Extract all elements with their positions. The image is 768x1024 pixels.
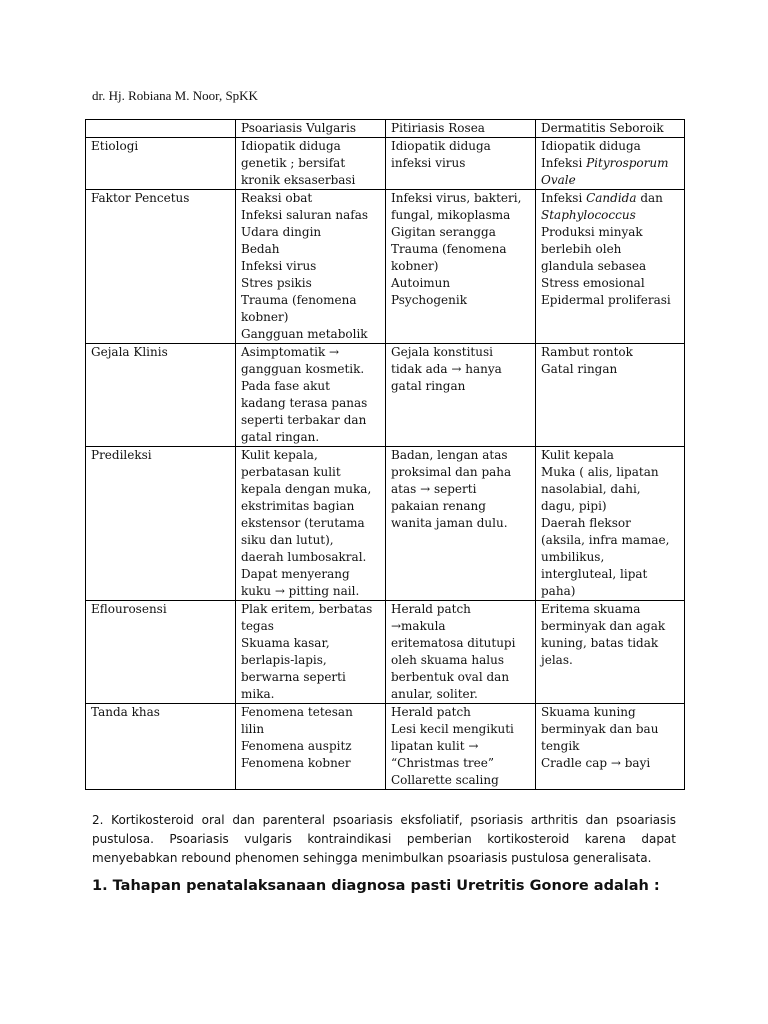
cell-line: Idiopatik diduga — [241, 139, 341, 153]
cell-line: Infeksi virus — [241, 259, 317, 273]
cell-line: Badan, lengan atas — [391, 448, 508, 462]
cell-line: siku dan lutut), — [241, 533, 334, 547]
cell-line: Autoimun — [391, 276, 451, 290]
cell-text-italic: Pityrosporum — [586, 156, 669, 170]
cell-line — [541, 155, 679, 172]
cell-text: dan — [636, 191, 663, 205]
cell-line: ekstrimitas bagian — [241, 499, 355, 513]
cell-line: tengik — [541, 739, 580, 753]
cell-line: Infeksi saluran nafas — [241, 208, 369, 222]
cell-line: berlapis-lapis, — [241, 653, 327, 667]
cell-line: Trauma (fenomena — [241, 293, 357, 307]
header-cell-empty — [86, 120, 236, 138]
cell-line: anular, soliter. — [391, 687, 478, 701]
cell-line: paha) — [541, 584, 576, 598]
cell-text-italic: Candida — [586, 191, 637, 205]
row-etiologi — [86, 138, 685, 190]
document-author: dr. Hj. Robiana M. Noor, SpKK — [92, 88, 258, 103]
cell-line: “Christmas tree” — [391, 756, 495, 770]
cell-line: Pada fase akut — [241, 379, 330, 393]
row-tanda-khas — [86, 704, 685, 790]
cell-psoariasis — [236, 344, 386, 447]
cell-line: lipatan kulit → — [391, 739, 479, 753]
cell-line: Gejala konstitusi — [391, 345, 493, 359]
cell-pitiriasis — [386, 190, 536, 344]
cell-line: Gatal ringan — [541, 362, 618, 376]
cell-line: Muka ( alis, lipatan — [541, 465, 659, 479]
cell-line — [541, 190, 679, 207]
comparison-table — [85, 119, 685, 790]
cell-line: Fenomena tetesan — [241, 705, 353, 719]
cell-dermatitis — [536, 138, 685, 190]
cell-line: seperti terbakar dan — [241, 413, 367, 427]
row-faktor-pencetus — [86, 190, 685, 344]
cell-line: Stres psikis — [241, 276, 312, 290]
cell-psoariasis — [236, 447, 386, 601]
cell-line: Infeksi virus, bakteri, — [391, 191, 522, 205]
cell-line: Stress emosional — [541, 276, 645, 290]
cell-line: gatal ringan — [391, 379, 466, 393]
cell-line: glandula sebasea — [541, 259, 647, 273]
cell-line: Asimptomatik → — [241, 345, 340, 359]
cell-line — [541, 172, 679, 189]
cell-line: kobner) — [241, 310, 289, 324]
cell-dermatitis — [536, 344, 685, 447]
cell-line: daerah lumbosakral. — [241, 550, 367, 564]
cell-text: Infeksi — [541, 156, 587, 170]
cell-line: proksimal dan paha — [391, 465, 512, 479]
cell-line: Epidermal proliferasi — [541, 293, 671, 307]
cell-line: dagu, pipi) — [541, 499, 607, 513]
row-label: Faktor Pencetus — [86, 190, 236, 344]
cell-pitiriasis — [386, 601, 536, 704]
cell-line: kuning, batas tidak — [541, 636, 659, 650]
cell-line: Kulit kepala — [541, 448, 614, 462]
cell-line: kepala dengan muka, — [241, 482, 372, 496]
cell-line: Idiopatik diduga — [541, 139, 641, 153]
cell-pitiriasis — [386, 138, 536, 190]
cell-line: mika. — [241, 687, 275, 701]
row-gejala-klinis — [86, 344, 685, 447]
row-label: Gejala Klinis — [86, 344, 236, 447]
cell-line: berbentuk oval dan — [391, 670, 510, 684]
cell-psoariasis — [236, 190, 386, 344]
cell-line: Fenomena auspitz — [241, 739, 352, 753]
cell-line: genetik ; bersifat — [241, 156, 346, 170]
cell-line: Kulit kepala, — [241, 448, 318, 462]
cell-line: intergluteal, lipat — [541, 567, 648, 581]
cell-pitiriasis — [386, 344, 536, 447]
row-label: Predileksi — [86, 447, 236, 601]
cell-line: infeksi virus — [391, 156, 466, 170]
cell-dermatitis — [536, 601, 685, 704]
cell-line: Eritema skuama — [541, 602, 641, 616]
cell-line: oleh skuama halus — [391, 653, 504, 667]
cell-line: gatal ringan. — [241, 430, 320, 444]
cell-text: Infeksi — [541, 191, 587, 205]
cell-psoariasis — [236, 601, 386, 704]
cell-line: Fenomena kobner — [241, 756, 351, 770]
cell-line: Herald patch — [391, 602, 471, 616]
cell-line: Skuama kasar, — [241, 636, 330, 650]
cell-line: atas → seperti — [391, 482, 477, 496]
cell-line: wanita jaman dulu. — [391, 516, 508, 530]
cell-line: →makula — [391, 619, 446, 633]
cell-line: berlebih oleh — [541, 242, 622, 256]
cell-line: Herald patch — [391, 705, 471, 719]
cell-line: kobner) — [391, 259, 439, 273]
cell-line: Lesi kecil mengikuti — [391, 722, 514, 736]
cell-line: tidak ada → hanya — [391, 362, 502, 376]
cell-line: Gigitan serangga — [391, 225, 496, 239]
cell-text-italic: Staphylococcus — [541, 208, 636, 222]
cell-line: Cradle cap → bayi — [541, 756, 651, 770]
cell-line: Psychogenik — [391, 293, 467, 307]
row-predileksi — [86, 447, 685, 601]
cell-line: Reaksi obat — [241, 191, 313, 205]
cell-line: berwarna seperti — [241, 670, 346, 684]
header-dermatitis-seboroik: Dermatitis Seboroik — [536, 120, 685, 138]
cell-line: eritematosa ditutupi — [391, 636, 516, 650]
cell-line: Collarette scaling — [391, 773, 499, 787]
cell-line: Produksi minyak — [541, 225, 643, 239]
table-header-row — [86, 120, 685, 138]
section-heading: 1. Tahapan penatalaksanaan diagnosa pasti Uretritis Gonore adalah : — [92, 878, 660, 894]
cell-line: jelas. — [541, 653, 573, 667]
cell-line: Udara dingin — [241, 225, 322, 239]
cell-line: Bedah — [241, 242, 280, 256]
row-label: Eflourosensi — [86, 601, 236, 704]
row-eflourosensi — [86, 601, 685, 704]
row-label: Tanda khas — [86, 704, 236, 790]
cell-pitiriasis — [386, 447, 536, 601]
row-label: Etiologi — [86, 138, 236, 190]
cell-line: lilin — [241, 722, 265, 736]
cell-pitiriasis — [386, 704, 536, 790]
cell-line: Idiopatik diduga — [391, 139, 491, 153]
cell-line: Dapat menyerang — [241, 567, 350, 581]
cell-line: (aksila, infra mamae, — [541, 533, 670, 547]
cell-line: kuku → pitting nail. — [241, 584, 360, 598]
cell-psoariasis — [236, 138, 386, 190]
cell-line: Rambut rontok — [541, 345, 633, 359]
cell-line: Gangguan metabolik — [241, 327, 368, 341]
cell-line: tegas — [241, 619, 274, 633]
cell-line: kronik eksaserbasi — [241, 173, 356, 187]
cell-line: Trauma (fenomena — [391, 242, 507, 256]
cell-line: Skuama kuning — [541, 705, 636, 719]
cell-line: perbatasan kulit — [241, 465, 341, 479]
header-psoariasis-vulgaris: Psoariasis Vulgaris — [236, 120, 386, 138]
cell-line: kadang terasa panas — [241, 396, 368, 410]
cell-line: Daerah fleksor — [541, 516, 631, 530]
cell-line: pakaian renang — [391, 499, 486, 513]
cell-line: umbilikus, — [541, 550, 605, 564]
cell-dermatitis — [536, 190, 685, 344]
cell-line: Plak eritem, berbatas — [241, 602, 373, 616]
cell-line — [541, 207, 679, 224]
cell-psoariasis — [236, 704, 386, 790]
cell-line: gangguan kosmetik. — [241, 362, 365, 376]
cell-dermatitis — [536, 704, 685, 790]
cell-line: nasolabial, dahi, — [541, 482, 641, 496]
cell-line: fungal, mikoplasma — [391, 208, 511, 222]
cell-dermatitis — [536, 447, 685, 601]
header-pitiriasis-rosea: Pitiriasis Rosea — [386, 120, 536, 138]
cell-line: berminyak dan bau — [541, 722, 659, 736]
paragraph-corticosteroid: 2. Kortikosteroid oral dan parenteral psoariasis eksfoliatif, psoriasis arthritis dan psoariasis pustulosa. Psoariasis vulgaris kontraindikasi pemberian kortikosteroid karena dapat menyebabkan rebound phenomen sehingga menimbulkan psoariasis pustulosa generalisata. — [92, 813, 676, 865]
cell-line: ekstensor (terutama — [241, 516, 365, 530]
cell-text-italic: Ovale — [541, 173, 576, 187]
cell-line: berminyak dan agak — [541, 619, 666, 633]
